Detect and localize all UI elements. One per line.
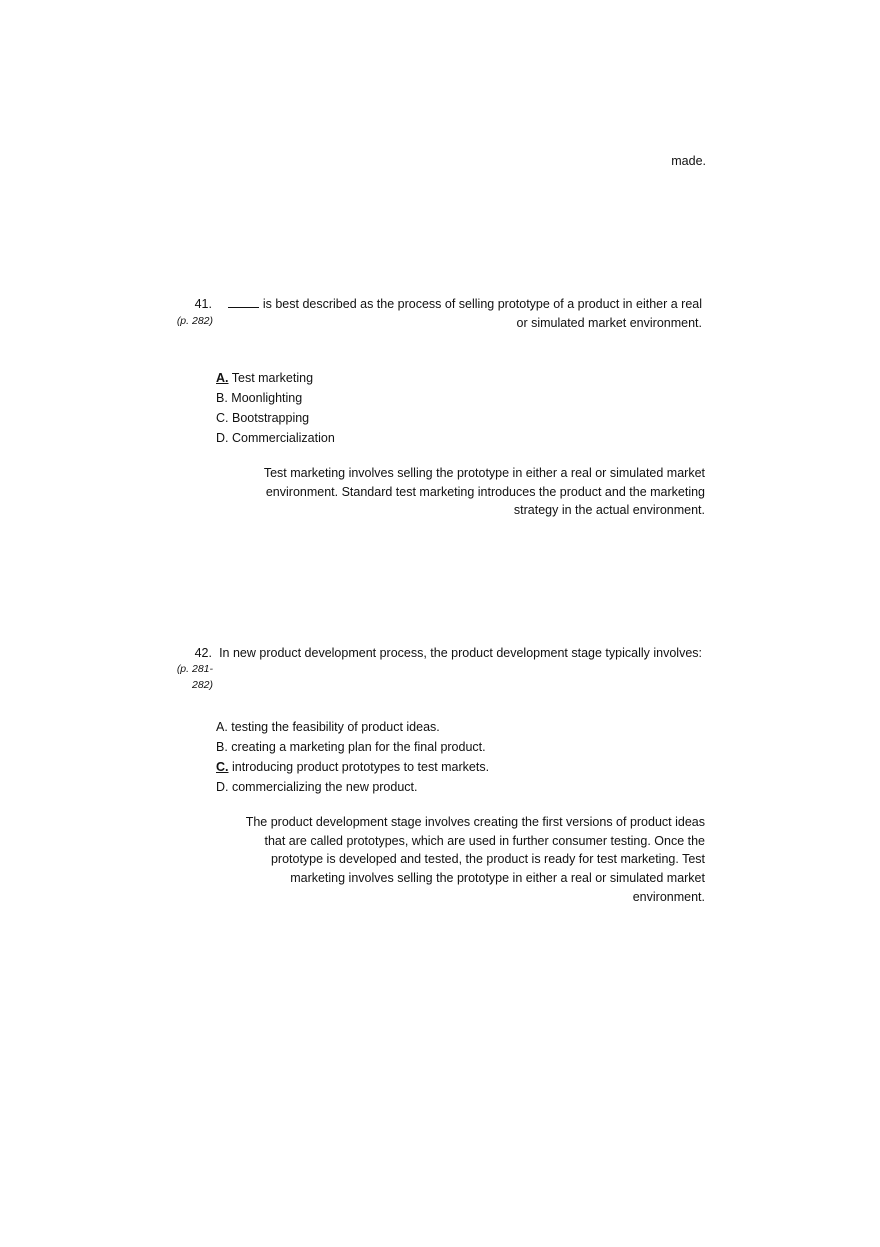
option-text: Bootstrapping	[231, 411, 310, 425]
page-reference: (p. 282)	[176, 315, 213, 327]
option-letter: D.	[216, 780, 229, 794]
option-letter: B.	[216, 391, 228, 405]
option-letter: C.	[216, 411, 229, 425]
answer-options	[216, 368, 335, 448]
option-text: testing the feasibility of product ideas.	[231, 720, 440, 734]
answer-options	[216, 717, 489, 797]
option-d	[216, 428, 335, 448]
option-text: Commercialization	[231, 431, 335, 445]
option-text: commercializing the new product.	[231, 780, 418, 794]
stem-text: is best described as the process of selling prototype of a product in either a real or simulated market environment.	[262, 297, 702, 330]
carryover-text: made.	[671, 154, 706, 168]
answer-explanation: Test marketing involves selling the prototype in either a real or simulated market environment. Standard test marketing introduces the product and the marketing strategy in the actual environment.	[263, 466, 705, 518]
option-a	[216, 368, 335, 388]
fill-in-blank	[228, 298, 259, 308]
question-stem: In new product development process, the product development stage typically involves:	[219, 646, 702, 660]
option-letter: A.	[216, 371, 229, 385]
option-text: Moonlighting	[231, 391, 303, 405]
option-c	[216, 757, 489, 777]
option-letter: C.	[216, 760, 229, 774]
option-text: introducing product prototypes to test markets.	[231, 760, 490, 774]
page-reference: (p. 281-282)	[176, 663, 213, 691]
option-letter: B.	[216, 740, 228, 754]
option-b	[216, 737, 489, 757]
option-c	[216, 408, 335, 428]
option-b	[216, 388, 335, 408]
question-stem	[217, 295, 702, 333]
option-letter: A.	[216, 720, 228, 734]
option-a	[216, 717, 489, 737]
option-d	[216, 777, 489, 797]
option-letter: D.	[216, 431, 229, 445]
option-text: Test marketing	[231, 371, 314, 385]
question-number: 41.	[194, 297, 212, 311]
question-number: 42.	[194, 646, 212, 660]
answer-explanation: The product development stage involves creating the first versions of product ideas that are called prototypes, which are used in further consumer testing. Once the prototype is developed and tested, the product is ready for test marketing. Test marketing involves selling the prototype in either a real or simulated market environment.	[245, 815, 705, 904]
option-text: creating a marketing plan for the final product.	[231, 740, 486, 754]
